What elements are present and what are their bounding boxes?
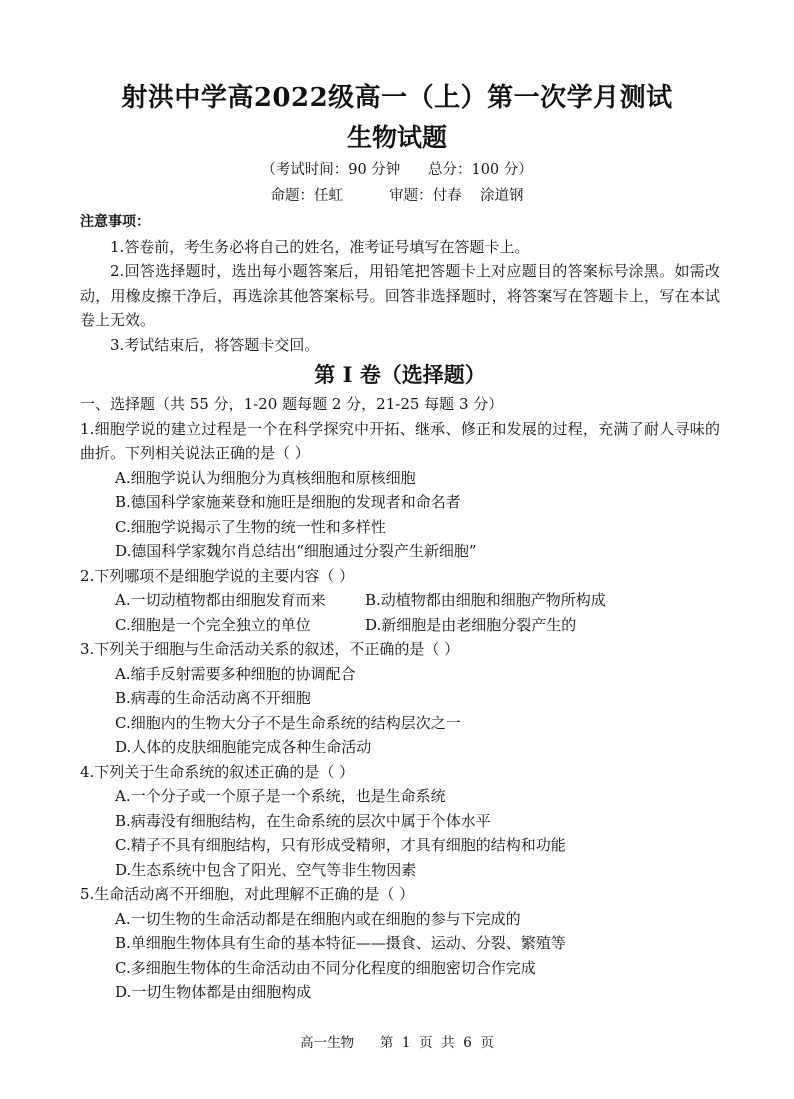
question-option: B.动植物都由细胞和细胞产物所构成 [365, 591, 606, 609]
question-option: A.细胞学说认为细胞分为真核细胞和原核细胞 [115, 468, 416, 487]
exam-body [80, 210, 720, 1005]
question-option: C.多细胞生物体的生命活动由不同分化程度的细胞密切合作完成 [115, 958, 536, 977]
page-footer: 高一生物 第 1 页 共 6 页 [300, 1035, 494, 1051]
question-option: A.一切动植物都由细胞发育而来 [115, 591, 326, 609]
question-stem: 2.下列哪项不是细胞学说的主要内容（ ） [80, 566, 355, 585]
question-option: C.细胞学说揭示了生物的统一性和多样性 [115, 517, 386, 536]
question-option: C.细胞是一个完全独立的单位 [115, 615, 311, 634]
notice-item: 3.考试结束后，将答题卡交回。 [110, 335, 320, 354]
option-row [80, 613, 720, 638]
question-option: D.生态系统中包含了阳光、空气等非生物因素 [115, 860, 417, 879]
exam-authors: 命题：任虹 审题：付春 涂道钢 [270, 188, 524, 204]
notice-item: 2.回答选择题时，选出每小题答案后，用铅笔把答题卡上对应题目的答案标号涂黑。如需改动，用橡皮擦干净后，再选涂其他答案标号。回答非选择题时，将答案写在答题卡上，写在本试卷上无效。 [80, 262, 720, 329]
question-option: D.人体的皮肤细胞能完成各种生命活动 [115, 738, 372, 756]
question-option: C.精子不具有细胞结构，只有形成受精卵，才具有细胞的结构和功能 [115, 836, 566, 854]
question-option: A.一个分子或一个原子是一个系统，也是生命系统 [115, 787, 446, 805]
question-stem: 4.下列关于生命系统的叙述正确的是（ ） [80, 762, 355, 781]
question-option: B.病毒的生命活动离不开细胞 [115, 689, 311, 707]
question-stem: 3.下列关于细胞与生命活动关系的叙述，不正确的是（ ） [80, 640, 460, 658]
exam-subtitle: 生物试题 [346, 123, 447, 152]
question-option: C.细胞内的生物大分子不是生命系统的结构层次之一 [115, 713, 461, 732]
notice-item: 1.答卷前，考生务必将自己的姓名，准考证号填写在答题卡上。 [110, 237, 530, 256]
question-stem: 5.生命活动离不开细胞，对此理解不正确的是（ ） [80, 885, 415, 903]
option-row [80, 588, 720, 613]
notice-heading: 注意事项： [80, 214, 150, 230]
section-intro: 一、选择题（共 55 分，1-20 题每题 2 分，21-25 每题 3 分） [80, 395, 504, 413]
question-option: B.德国科学家施莱登和施旺是细胞的发现者和命名者 [115, 493, 461, 511]
question-option: B.病毒没有细胞结构，在生命系统的层次中属于个体水平 [115, 811, 491, 830]
question-option: D.一切生物体都是由细胞构成 [115, 983, 312, 1001]
question-option: A.缩手反射需要多种细胞的协调配合 [115, 664, 356, 683]
question-option: B.单细胞生物体具有生命的基本特征——摄食、运动、分裂、繁殖等 [115, 934, 566, 952]
question-stem: 1.细胞学说的建立过程是一个在科学探究中开拓、继承、修正和发展的过程，充满了耐人寻味的曲折。下列相关说法正确的是（ ） [80, 419, 720, 462]
exam-title: 射洪中学高2022级高一（上）第一次学月测试 [121, 83, 673, 113]
question-option: A.一切生物的生命活动都是在细胞内或在细胞的参与下完成的 [115, 909, 521, 928]
question-option: D.德国科学家魏尔肖总结出“细胞通过分裂产生新细胞” [115, 542, 477, 560]
question-option: D.新细胞是由老细胞分裂产生的 [365, 615, 577, 634]
exam-info: （考试时间：90 分钟 总分：100 分） [261, 162, 533, 178]
section-title: 第 I 卷（选择题） [314, 362, 486, 387]
